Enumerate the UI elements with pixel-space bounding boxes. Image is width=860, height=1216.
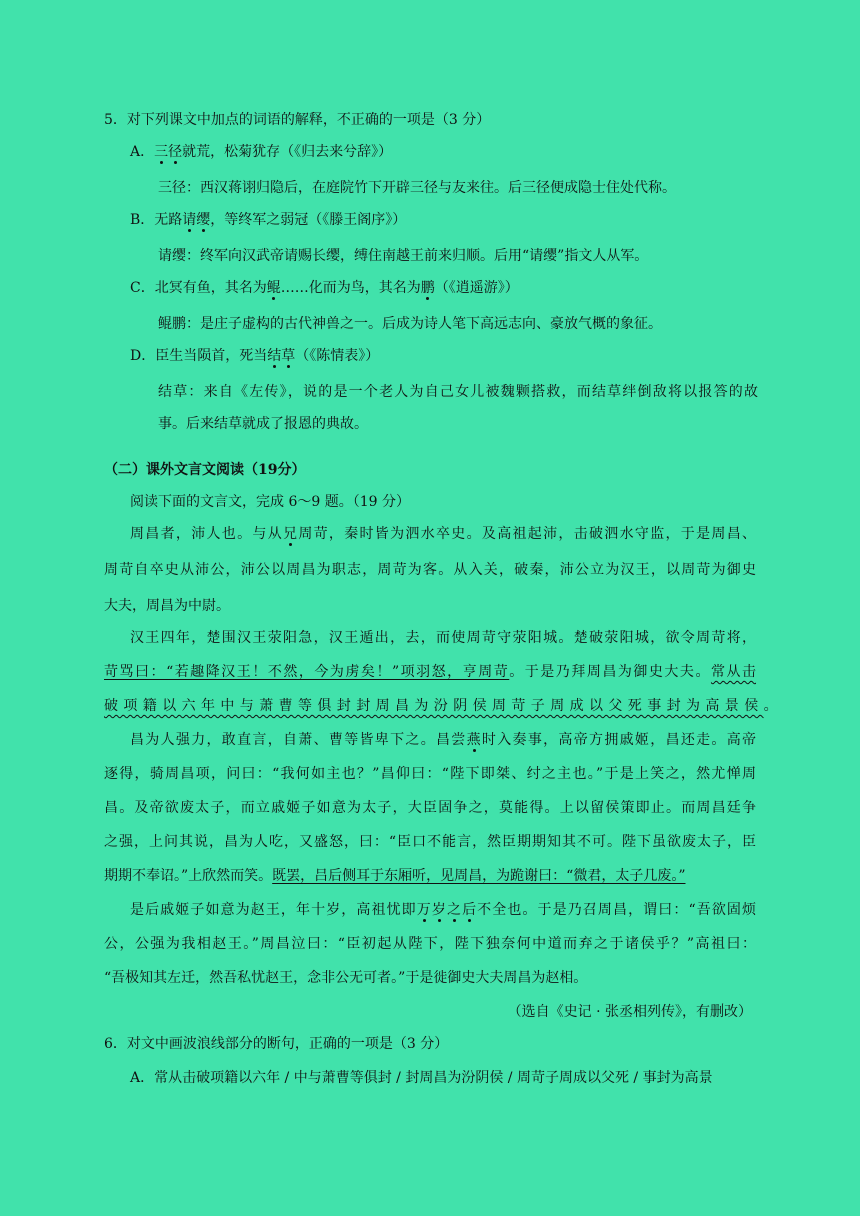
option-label: D．臣生当陨首，死当: [130, 348, 268, 364]
q6-option-a: A．常从击破项籍以六年 / 中与萧曹等俱封 / 封周昌为汾阴侯 / 周苛子周成以父死 / 事封为高景: [130, 1070, 713, 1086]
q6-stem: 6．对文中画波浪线部分的断句，正确的一项是（3 分）: [104, 1036, 449, 1052]
section-heading: （二）课外文言文阅读（19分）: [104, 462, 306, 478]
passage-text: 是后戚姬子如意为赵王，年十岁，高祖忧即: [130, 902, 417, 918]
passage-line: [130, 730, 756, 750]
option-text: 就荒，松菊犹存（《归去来兮辞》）: [182, 144, 393, 160]
passage-text: 昌为人强力，敢直言，自萧、曹等皆卑下之。昌尝: [130, 732, 467, 748]
passage-line: 大夫，周昌为中尉。: [104, 598, 230, 614]
passage-line: 公，公强为我相赵王。”周昌泣曰：“臣初起从陛下，陛下独奈何中道而弃之于诸侯乎？”高祖曰：: [104, 936, 756, 952]
passage-text: 。: [763, 698, 778, 714]
passage-line: 汉王四年，楚围汉王荥阳急，汉王遁出，去，而使周苛守荥阳城。楚破荥阳城，欲令周苛将，: [130, 630, 756, 646]
passage-text: 时入奏事，高帝方拥戚姬，昌还走。高帝: [481, 732, 757, 748]
q5-option-d: [130, 346, 379, 366]
q5-option-a: [130, 142, 392, 162]
section-instruction: 阅读下面的文言文，完成 6～9 题。（19 分）: [130, 494, 410, 510]
dotted-char: 鲲: [266, 280, 281, 296]
passage-line: 逐得，骑周昌项，问曰：“我何如主也？”昌仰曰：“陛下即桀、纣之主也。”于是上笑之，然尤惮周: [104, 766, 756, 782]
option-text: ……化而为鸟，其名为: [280, 280, 421, 296]
option-text: ，等终军之弱冠（《滕王阁序》）: [210, 212, 407, 228]
passage-line: 周苛自卒史从沛公，沛公以周昌为职志，周苛为客。从入关，破秦，沛公立为汉王，以周苛为御史: [104, 562, 756, 578]
q5-option-d-explanation-line2: 事。后来结草就成了报恩的典故。: [158, 416, 368, 432]
passage-line: [130, 524, 756, 544]
q5-option-c: [130, 278, 519, 298]
q5-stem: 5．对下列课文中加点的词语的解释，不正确的一项是（3 分）: [104, 112, 491, 128]
dotted-char: 三: [154, 144, 169, 160]
dotted-char: 鹏: [420, 280, 435, 296]
passage-text: 不全也。于是乃召周昌，谓曰：“吾欲固烦: [477, 902, 756, 918]
passage-text: 期期不奉诏。”上欣然而笑。: [104, 868, 273, 884]
passage-line: [104, 696, 778, 716]
dotted-char: 草: [281, 348, 296, 364]
dotted-char: 径: [168, 144, 183, 160]
option-label: A．: [130, 144, 155, 160]
passage-line: [104, 662, 756, 682]
q5-option-c-explanation: 鲲鹏：是庄子虚构的古代神兽之一。后成为诗人笔下高远志向、豪放气概的象征。: [158, 316, 662, 332]
passage-line: [104, 866, 686, 886]
passage-line: 之强，上问其说，昌为人吃，又盛怒，曰：“臣口不能言，然臣期期知其不可。陛下虽欲废太子，臣: [104, 834, 756, 850]
dotted-char: 之: [446, 902, 463, 918]
dotted-char: 缨: [196, 212, 211, 228]
underlined-sentence: 苛骂曰：“若趣降汉王！不然，今为虏矣！”项羽怒，亨周苛: [104, 664, 510, 680]
passage-text: 。于是乃拜周昌为御史大夫。: [509, 664, 711, 680]
dotted-char: 后: [462, 902, 478, 918]
passage-text: 周苛，秦时皆为泗水卒史。及高祖起沛，击破泗水守监，于是周昌、: [298, 526, 757, 542]
wavy-underlined-text: 破项籍以六年中与萧曹等俱封封周昌为汾阴侯周苛子周成以父死事封为高景侯: [104, 698, 764, 714]
dotted-char: 兄: [283, 526, 299, 542]
passage-text: 周昌者，沛人也。与从: [130, 526, 283, 542]
dotted-char: 岁: [431, 902, 447, 918]
option-text: （《陈情表》）: [295, 348, 380, 364]
dotted-char: 结: [267, 348, 282, 364]
option-text: （《逍遥游》）: [434, 280, 519, 296]
option-label: B．无路: [130, 212, 183, 228]
passage-line: 昌。及帝欲废太子，而立戚姬子如意为太子，大臣固争之，莫能得。上以留侯策即止。而周昌廷争: [104, 800, 756, 816]
q5-option-b: [130, 210, 406, 230]
passage-source: （选自《史记 · 张丞相列传》，有删改）: [507, 1004, 752, 1020]
passage-line: “吾极知其左迁，然吾私忧赵王，念非公无可者。”于是徙御史大夫周昌为赵相。: [104, 970, 588, 986]
wavy-underlined-text: 常从击: [710, 664, 757, 680]
dotted-char: 请: [182, 212, 197, 228]
q5-option-a-explanation: 三径：西汉蒋诩归隐后，在庭院竹下开辟三径与友来往。后三径便成隐士住处代称。: [158, 180, 676, 196]
q5-option-d-explanation-line1: 结草：来自《左传》，说的是一个老人为自己女儿被魏颗搭救，而结草绊倒敌将以报答的故: [158, 384, 758, 400]
dotted-char: 燕: [466, 732, 482, 748]
option-label: C．北冥有鱼，其名为: [130, 280, 267, 296]
underlined-sentence: 既罢，吕后侧耳于东厢听，见周昌，为跪谢曰：“微君，太子几废。”: [272, 868, 686, 884]
passage-line: [130, 900, 756, 920]
q5-option-b-explanation: 请缨：终军向汉武帝请赐长缨，缚住南越王前来归顺。后用“请缨”指文人从军。: [158, 248, 649, 264]
dotted-char: 万: [416, 902, 432, 918]
